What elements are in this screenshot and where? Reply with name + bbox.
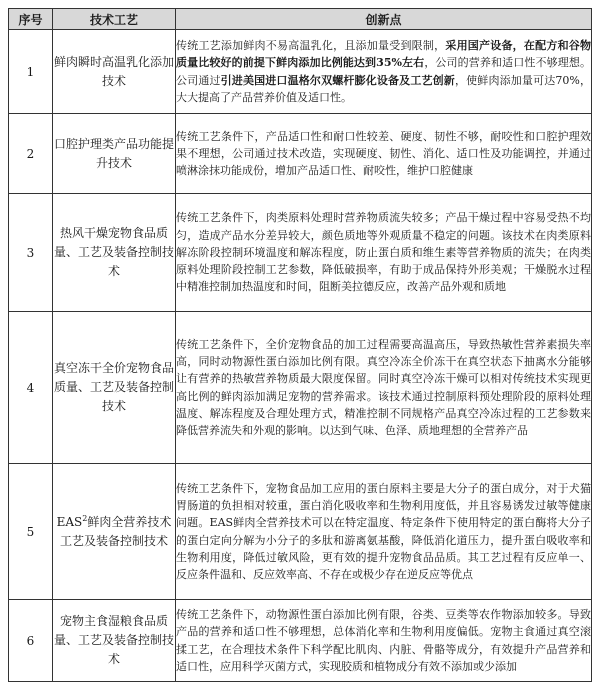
tech-cell bbox=[53, 194, 176, 312]
desc-text: ，使鲜肉添加量可达70%，大大提高了产品营养价值及适口性。 bbox=[176, 73, 592, 104]
desc-text: 传统工艺条件下，全价宠物食品的加工过程需要高温高压，导致热敏性营养素损失率高，同时动物源性蛋白添加比例有限。真空冷冻全价冻干在真空状态下抽离水分能够让有营养的热敏营养物质最大限度保留。同时真空冷冻干燥可以相对传统技术实现更高比例的鲜肉添加满足宠物的营养需求。该技术通过控制原料预处理阶段的原料处理温度、解冻程度及合理处理方式，精准控制不同规格产品真空冷冻过程的工艺参数来降低营养流失和外观的影响。以达到气味、色泽、质地理想的全营养产品 bbox=[176, 337, 591, 437]
header-no: 序号 bbox=[9, 9, 53, 30]
row-number: 2 bbox=[9, 114, 53, 194]
desc-text: 传统工艺条件下，动物源性蛋白添加比例有限，谷类、豆类等农作物添加较多。导致产品的营养和适口性不够理想，总体消化率和生物利用度偏低。宠物主食通过真空滚揉工艺，在合理技术条件下科学配比肌肉、内脏、骨骼等成分，有效提升产品营养和适口性，应用科学灭菌方式，实现胶质和植物成分有效不添加或少添加 bbox=[176, 608, 591, 673]
tech-label bbox=[53, 224, 175, 281]
table-header-row bbox=[9, 9, 592, 30]
table-row bbox=[9, 30, 592, 114]
table-row bbox=[9, 312, 592, 464]
tech-superscript: 2 bbox=[82, 513, 88, 523]
innovation-cell bbox=[176, 312, 592, 464]
header-tech: 技术工艺 bbox=[53, 9, 176, 30]
tech-cell bbox=[53, 30, 176, 114]
row-number: 3 bbox=[9, 194, 53, 312]
desc-text: 传统工艺条件下，产品适口性和耐口性较差、硬度、韧性不够，耐咬性和口腔护理效果不理想，公司通过技术改造，实现硬度、韧性、消化、适口性及功能调控，并通过喷淋涂抹功能成份，增加产品适口性、耐咬性，维护口腔健康 bbox=[176, 129, 591, 178]
tech-label bbox=[53, 513, 175, 551]
innovation-table bbox=[8, 8, 592, 682]
tech-name: 口腔护理类产品功能提升技术 bbox=[53, 136, 174, 170]
innovation-cell bbox=[176, 30, 592, 114]
tech-cell bbox=[53, 114, 176, 194]
table-row bbox=[9, 114, 592, 194]
tech-label bbox=[53, 612, 175, 669]
tech-label bbox=[53, 359, 175, 416]
table-row bbox=[9, 600, 592, 682]
row-number: 5 bbox=[9, 464, 53, 600]
table-row bbox=[9, 194, 592, 312]
tech-label bbox=[53, 135, 175, 173]
innovation-cell bbox=[176, 114, 592, 194]
highlight-text: 采用国产设备，在配方和谷物质量比较好的前提下鲜肉添加比例能达到35%左右 bbox=[176, 39, 592, 70]
innovation-cell bbox=[176, 194, 592, 312]
innovation-cell bbox=[176, 600, 592, 682]
tech-cell bbox=[53, 464, 176, 600]
tech-cell bbox=[53, 312, 176, 464]
tech-name: 鲜肉瞬时高温乳化添加技术 bbox=[53, 54, 174, 88]
highlight-text: 引进美国进口温格尔双螺杆膨化设备及工艺创新 bbox=[220, 73, 455, 87]
header-desc: 创新点 bbox=[176, 9, 592, 30]
desc-text: 传统工艺条件下，宠物食品加工应用的蛋白原料主要是大分子的蛋白成分，对于犬猫胃肠道的负担相对较重，蛋白消化吸收率和生物利用度低，并且容易诱发过敏等健康问题。EAS鲜肉全营养技术可以在特定温度、特定条件下使用特定的蛋白酶将大分子的蛋白定向分解为小分子的多肽和游离氨基酸，降低消化道压力，提升蛋白吸收率和生物利用度，降低过敏风险，更有效的提升宠物食品品质。其工艺过程有反应单一、反应条件温和、反应效率高、不存在或极少存在逆反应等优点 bbox=[176, 481, 591, 581]
tech-name: 宠物主食湿粮食品质量、工艺及装备控制技术 bbox=[53, 614, 174, 666]
tech-name: 鲜肉全营养技术工艺及装备控制技术 bbox=[59, 514, 172, 548]
table-row bbox=[9, 464, 592, 600]
tech-cell bbox=[53, 600, 176, 682]
desc-text: ，公司的营养和适口性不够理想。公司通过 bbox=[176, 56, 592, 87]
tech-label bbox=[53, 53, 175, 91]
tech-name: 真空冻干全价宠物食品质量、工艺及装备控制技术 bbox=[53, 361, 174, 413]
innovation-cell bbox=[176, 464, 592, 600]
tech-prefix: EAS bbox=[56, 514, 83, 529]
row-number: 1 bbox=[9, 30, 53, 114]
row-number: 4 bbox=[9, 312, 53, 464]
desc-text: 传统工艺条件下，肉类原料处理时营养物质流失较多；产品干燥过程中容易受热不均匀，造成产品水分差异较大，颜色质地等外观质量不稳定的问题。该技术在肉类原料解冻阶段控制环境温度和解冻程度，防止蛋白质和维生素等营养物质的流失；在肉类原料处理阶段控制工艺参数，降低破损率，有助于成品保持外形美观；干燥脱水过程中精准控制加热温度和时间，阻断美拉德反应，改善产品外观和质地 bbox=[176, 211, 591, 294]
tech-name: 热风干燥宠物食品质量、工艺及装备控制技术 bbox=[53, 226, 174, 278]
desc-text: 传统工艺添加鲜肉不易高温乳化，且添加量受到限制， bbox=[176, 39, 446, 53]
row-number: 6 bbox=[9, 600, 53, 682]
